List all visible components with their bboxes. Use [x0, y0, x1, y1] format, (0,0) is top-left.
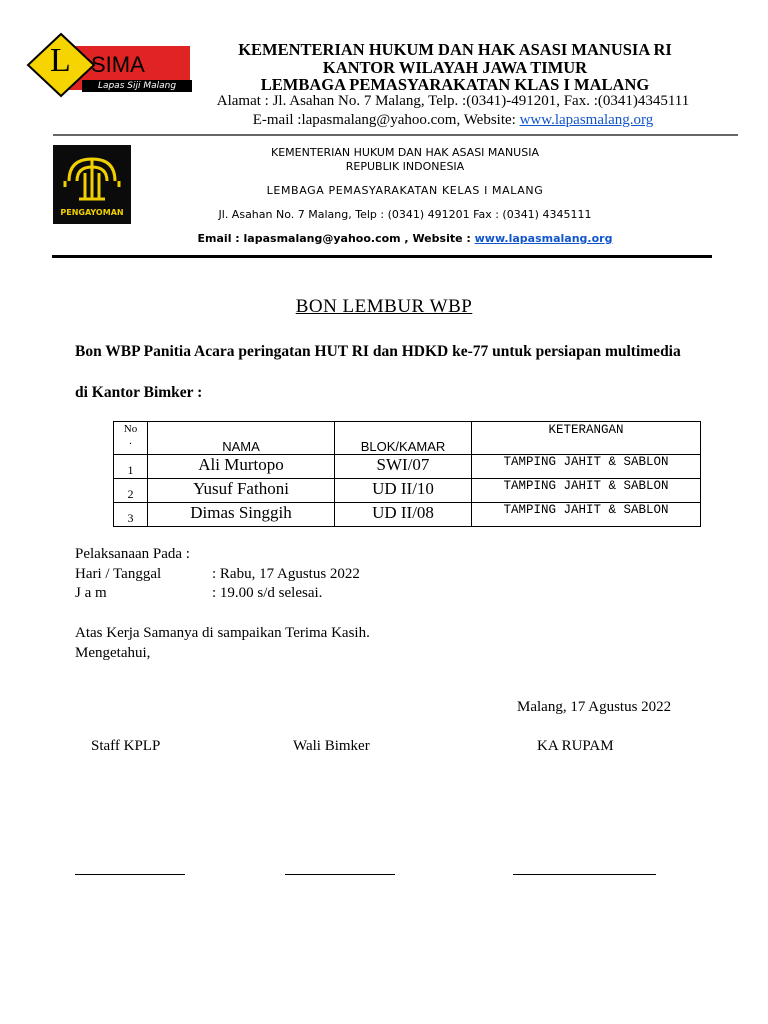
address-2: Jl. Asahan No. 7 Malang, Telp : (0341) 491201 Fax : (0341) 4345111 [218, 208, 592, 221]
regional-office: KANTOR WILAYAH JAWA TIMUR [322, 58, 588, 77]
letterhead-website-link[interactable]: www.lapasmalang.org [519, 112, 654, 128]
cell-blok: UD II/10 [335, 479, 472, 503]
cell-blok: UD II/08 [335, 503, 472, 527]
letterhead-address: Alamat : Jl. Asahan No. 7 Malang, Telp. :(0341)-491201, Fax. :(0341)4345111 [216, 93, 690, 109]
contact-2 [150, 232, 660, 245]
place-date: Malang, 17 Agustus 2022 [517, 699, 672, 715]
institution-name: LEMBAGA PEMASYARAKATAN KLAS I MALANG [260, 75, 650, 94]
header-keterangan [472, 422, 701, 455]
signature-line-wali-bimker [285, 874, 395, 875]
emblem-label: PENGAYOMAN [60, 208, 124, 217]
table-header-row [114, 422, 701, 455]
intro-paragraph: Bon WBP Panitia Acara peringatan HUT RI dan HDKD ke-77 untuk persiapan multimedia [75, 343, 681, 360]
signature-line-staff-kplp [75, 874, 185, 875]
header-nama-label: NAMA [222, 439, 260, 454]
cell-ket: TAMPING JAHIT & SABLON [472, 479, 701, 503]
ministry-title: KEMENTERIAN HUKUM DAN HAK ASASI MANUSIA RI [238, 40, 672, 59]
table-row [114, 503, 701, 527]
header-ket-label: KETERANGAN [548, 423, 624, 437]
cell-ket: TAMPING JAHIT & SABLON [472, 503, 701, 527]
cell-no: 3 [114, 503, 148, 527]
pelaksanaan-heading: Pelaksanaan Pada : [75, 546, 190, 562]
wbp-table [113, 421, 701, 527]
republic-name: REPUBLIK INDONESIA [345, 160, 465, 173]
table-row [114, 479, 701, 503]
pengayoman-emblem [53, 145, 131, 224]
logo-name: SIMA [91, 52, 145, 77]
website-link-2[interactable]: www.lapasmalang.org [474, 232, 613, 245]
table-row [114, 455, 701, 479]
acknowledged-label: Mengetahui, [75, 645, 151, 661]
letterhead-contact [178, 112, 728, 129]
cell-no: 1 [114, 455, 148, 479]
signatory-wali-bimker: Wali Bimker [293, 738, 370, 754]
thanks-text: Atas Kerja Samanya di sampaikan Terima Kasih. [75, 625, 370, 641]
cell-no: 2 [114, 479, 148, 503]
header-no [114, 422, 148, 455]
cell-nama: Yusuf Fathoni [148, 479, 335, 503]
header-blok [335, 422, 472, 455]
header-divider [53, 134, 738, 136]
sima-logo [26, 32, 196, 96]
signatory-staff-kplp: Staff KPLP [91, 738, 161, 754]
day-label: Hari / Tanggal [75, 566, 162, 582]
intro-location: di Kantor Bimker : [75, 384, 203, 401]
cell-blok: SWI/07 [335, 455, 472, 479]
header-blok-label: BLOK/KAMAR [360, 439, 446, 454]
document-title: BON LEMBUR WBP [295, 296, 473, 317]
signatory-ka-rupam: KA RUPAM [537, 738, 614, 754]
header-no-label: No [123, 423, 138, 435]
header-nama [148, 422, 335, 455]
day-value: : Rabu, 17 Agustus 2022 [212, 566, 360, 582]
time-value: : 19.00 s/d selesai. [212, 585, 323, 601]
header-no-dot: . [129, 435, 132, 447]
logo-tagline: Lapas Siji Malang [82, 80, 192, 92]
cell-ket: TAMPING JAHIT & SABLON [472, 455, 701, 479]
ministry-name-2: KEMENTERIAN HUKUM DAN HAK ASASI MANUSIA [271, 146, 539, 159]
letterhead-email: E-mail :lapasmalang@yahoo.com, Website: [252, 112, 520, 128]
time-label: J a m [75, 585, 107, 601]
cell-nama: Dimas Singgih [148, 503, 335, 527]
logo-letter: L [50, 42, 71, 79]
banyan-tree-icon [59, 151, 125, 203]
institution-name-2: LEMBAGA PEMASYARAKATAN KELAS I MALANG [266, 184, 544, 197]
header-rule [52, 255, 712, 258]
cell-nama: Ali Murtopo [148, 455, 335, 479]
email-2: Email : lapasmalang@yahoo.com , Website : [197, 232, 475, 245]
signature-line-ka-rupam [513, 874, 656, 875]
